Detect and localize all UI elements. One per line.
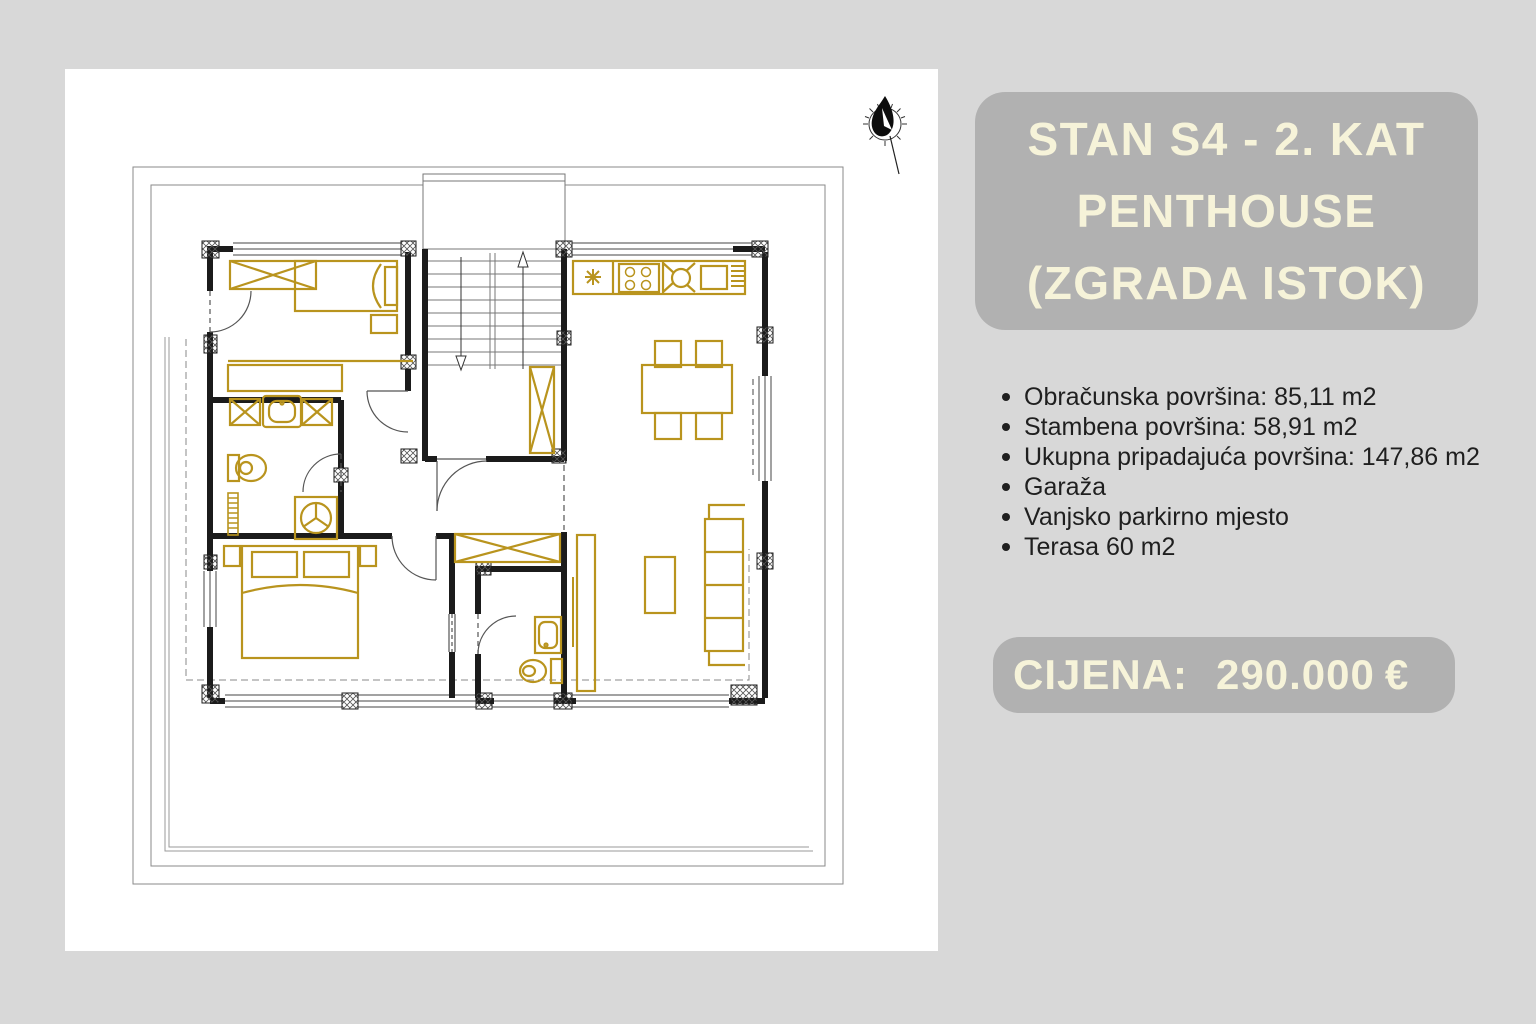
radiator (228, 493, 238, 535)
walls (207, 246, 765, 701)
wall-columns (202, 241, 773, 709)
price-label: CIJENA: (1013, 651, 1189, 698)
title-line-1: STAN S4 - 2. KAT (1027, 113, 1426, 165)
bedroom1-wardrobe (230, 261, 316, 289)
title-line-2: PENTHOUSE (1076, 185, 1377, 237)
nightstand-left (224, 546, 240, 566)
vanity-counter (228, 365, 342, 391)
price-box (993, 637, 1455, 713)
washing-machine (295, 497, 337, 539)
bathroom1-toilet (228, 455, 266, 481)
bedroom1-bed (295, 261, 397, 333)
master-bed (242, 546, 358, 658)
hall-wardrobe (455, 534, 560, 562)
entry-closet (530, 367, 554, 453)
feature-item: Obračunska površina: 85,11 m2 (998, 382, 1478, 412)
floor-plan-drawing (65, 69, 938, 951)
nightstand-right (360, 546, 376, 566)
bathroom2-toilet (520, 659, 562, 683)
listing-title-box (975, 92, 1478, 330)
feature-item: Garaža (998, 472, 1478, 502)
euro-currency-symbol: € (1384, 651, 1410, 698)
tv-unit (573, 535, 595, 691)
compass-rose-icon (863, 96, 907, 174)
feature-item: Terasa 60 m2 (998, 532, 1478, 562)
doors (210, 291, 564, 654)
bathroom2-sink (535, 617, 561, 653)
floor-plan-panel (65, 69, 938, 951)
sofa (705, 505, 745, 665)
price-amount: 290.000 (1216, 651, 1375, 698)
dining-set (642, 341, 732, 439)
stair-shaft (423, 174, 565, 249)
feature-item: Stambena površina: 58,91 m2 (998, 412, 1478, 442)
feature-list (998, 382, 1478, 562)
feature-item: Ukupna pripadajuća površina: 147,86 m2 (998, 442, 1478, 472)
terrace-outline (133, 167, 843, 884)
feature-item: Vanjsko parkirno mjesto (998, 502, 1478, 532)
kitchen-counter (573, 261, 745, 294)
title-line-3: (ZGRADA ISTOK) (1026, 257, 1427, 309)
coffee-table (645, 557, 675, 613)
staircase (427, 252, 562, 370)
